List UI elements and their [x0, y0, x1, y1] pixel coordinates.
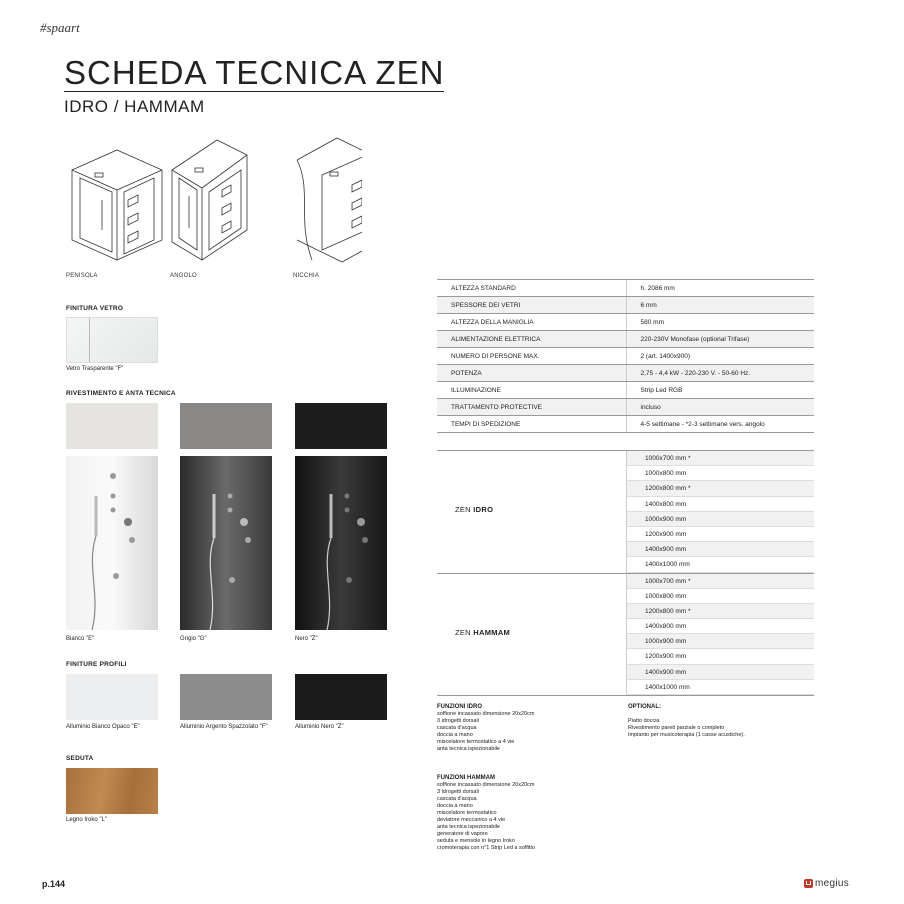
cladding-swatch-nero	[295, 403, 387, 449]
config-label-nicchia: NICCHIA	[293, 273, 320, 279]
profile-swatch-nero	[295, 674, 387, 720]
size-row: 1200x800 mm *	[627, 481, 814, 496]
spec-value: h. 2086 mm	[626, 280, 814, 297]
size-row: 1000x700 mm *	[627, 451, 814, 466]
size-row: 1400x900 mm	[627, 542, 814, 557]
optional-item: Rivestimento pareti parziale o completo	[628, 725, 725, 731]
funzioni_hammam-item: doccia a mano	[437, 803, 473, 809]
spec-value: Strip Led RGB	[626, 382, 814, 399]
size-group-label: IDRO	[473, 505, 494, 514]
spec-value: 580 mm	[626, 314, 814, 331]
seat-swatch	[66, 768, 158, 814]
size-group-idro	[437, 451, 814, 574]
spec-row	[437, 280, 814, 297]
size-row: 1200x800 mm *	[627, 604, 814, 619]
size-row: 1000x900 mm	[627, 634, 814, 649]
penisola-drawing	[72, 150, 162, 260]
configuration-drawings	[62, 130, 362, 270]
page-title: SCHEDA TECNICA ZEN	[64, 54, 445, 91]
size-group-name	[455, 628, 510, 637]
panel-photo-nero	[295, 456, 387, 630]
size-row: 1200x900 mm	[627, 527, 814, 542]
optional-heading: OPTIONAL:	[628, 704, 661, 710]
spec-row	[437, 382, 814, 399]
seat-label: Legno Iroko "L"	[66, 817, 107, 823]
spec-row	[437, 416, 814, 433]
page-number: p.144	[42, 879, 66, 889]
spec-row	[437, 348, 814, 365]
megius-logo	[804, 878, 849, 889]
funzioni_idro-item: 3 idrogetti dorsali	[437, 718, 479, 724]
size-group-label: HAMMAM	[473, 627, 511, 637]
panel-photos	[66, 456, 388, 630]
spec-key: POTENZA	[437, 365, 626, 382]
optional-item: Impianto per musicoterapia (1 casse acustiche).	[628, 732, 745, 738]
size-row: 1000x800 mm	[627, 466, 814, 481]
size-group-prefix: ZEN	[455, 627, 474, 637]
profile-label-argento: Alluminio Argento Spazzolato "F"	[180, 724, 268, 730]
cladding-heading: RIVESTIMENTO E ANTA TECNICA	[66, 390, 176, 397]
optional-item: Piatto doccia	[628, 718, 660, 724]
size-row: 1400x800 mm	[627, 497, 814, 512]
funzioni_hammam-item: cascata d'acqua	[437, 796, 477, 802]
nicchia-drawing	[297, 138, 362, 262]
size-group-prefix: ZEN	[455, 505, 474, 514]
size-row: 1200x900 mm	[627, 649, 814, 664]
spacer	[628, 711, 818, 718]
cladding-swatch-grigio	[180, 403, 272, 449]
seat-heading: SEDUTA	[66, 755, 94, 762]
size-row: 1000x800 mm	[627, 589, 814, 604]
size-row: 1400x800 mm	[627, 619, 814, 634]
spec-key: TRATTAMENTO PROTECTIVE	[437, 399, 626, 416]
funzioni_hammam-item: 3 idrogetti dorsali	[437, 789, 479, 795]
funzioni_idro-item: soffione incassato dimensione 20x20cm	[437, 711, 535, 717]
funzioni_idro-item: miscelatore termostatico a 4 vie	[437, 739, 515, 745]
cladding-label-grigio: Grigio "G"	[180, 636, 207, 642]
megius-logo-text: megius	[815, 878, 850, 889]
spec-row	[437, 365, 814, 382]
funzioni_hammam-item: generatore di vapore	[437, 831, 488, 837]
funzioni_hammam-item: cromoterapia con n°1 Strip Led a soffitto	[437, 845, 536, 851]
funzioni_hammam-item: seduta e mensole in legno Iroko	[437, 838, 515, 844]
funzioni-hammam-block	[437, 775, 617, 852]
brand-tag: #spaart	[40, 20, 80, 35]
funzioni-idro-block	[437, 704, 617, 753]
specs-table	[437, 279, 814, 433]
spec-row	[437, 297, 814, 314]
size-row: 1000x700 mm *	[627, 574, 814, 589]
profiles-heading: FINITURE PROFILI	[66, 661, 127, 668]
page-subtitle: IDRO / HAMMAM	[64, 97, 205, 116]
optional-block	[628, 704, 818, 739]
glass-finish-heading: FINITURA VETRO	[66, 305, 124, 312]
size-row: 1400x1000 mm	[627, 680, 814, 695]
spec-key: ALTEZZA STANDARD	[437, 280, 626, 297]
profile-swatch-argento	[180, 674, 272, 720]
size-row: 1400x1000 mm	[627, 557, 814, 572]
funzioni_idro-item: cascata d'acqua	[437, 725, 477, 731]
funzioni_idro-item: anta tecnica ispezionabile	[437, 746, 500, 752]
panel-photo-bianco	[66, 456, 158, 630]
cladding-swatch-bianco	[66, 403, 158, 449]
size-row: 1000x900 mm	[627, 512, 814, 527]
spec-key: ALIMENTAZIONE ELETTRICA	[437, 331, 626, 348]
profile-swatch-bianco	[66, 674, 158, 720]
cladding-label-nero: Nero "Z"	[295, 636, 318, 642]
spec-value: 2,75 - 4,4 kW - 220-230 V. - 50-60 Hz.	[626, 365, 814, 382]
spec-value: 220-230V Monofase (optional Trifase)	[626, 331, 814, 348]
config-label-angolo: ANGOLO	[170, 273, 197, 279]
spec-key: SPESSORE DEI VETRI	[437, 297, 626, 314]
spec-value: 4-5 settimane - *2-3 settimane vers. angolo	[626, 416, 814, 433]
spec-key: NUMERO DI PERSONE MAX.	[437, 348, 626, 365]
funzioni_hammam-heading: FUNZIONI HAMMAM	[437, 775, 495, 781]
funzioni_hammam-item: soffione incassato dimensione 20x20cm	[437, 782, 535, 788]
profile-label-nero: Alluminio Nero "Z"	[295, 724, 344, 730]
panel-photo-grigio	[180, 456, 272, 630]
spec-key: TEMPI DI SPEDIZIONE	[437, 416, 626, 433]
size-row: 1400x900 mm	[627, 665, 814, 680]
sizes-table	[437, 450, 814, 696]
spec-value: 2 (art. 1400x900)	[626, 348, 814, 365]
profile-label-bianco: Alluminio Bianco Opaco "E"	[66, 724, 140, 730]
funzioni_hammam-item: deviatore meccanico a 4 vie	[437, 817, 506, 823]
spec-row	[437, 331, 814, 348]
funzioni_idro-heading: FUNZIONI IDRO	[437, 704, 482, 710]
megius-logo-icon	[804, 879, 813, 888]
funzioni_hammam-item: anta tecnica ispezionabile	[437, 824, 500, 830]
glass-swatch	[66, 317, 158, 363]
angolo-drawing	[172, 140, 247, 260]
spec-key: ILLUMINAZIONE	[437, 382, 626, 399]
cladding-label-bianco: Bianco "E"	[66, 636, 95, 642]
glass-swatch-label: Vetro Trasparente "F"	[66, 366, 124, 372]
spec-key: ALTEZZA DELLA MANIGLIA	[437, 314, 626, 331]
spec-row	[437, 314, 814, 331]
size-group-hammam	[437, 574, 814, 697]
funzioni_idro-item: doccia a mano	[437, 732, 473, 738]
spec-value: 6 mm	[626, 297, 814, 314]
config-label-penisola: PENISOLA	[66, 273, 98, 279]
funzioni_hammam-item: miscelatore termostatico	[437, 810, 497, 816]
size-group-name	[455, 505, 493, 514]
spec-value: incluso	[626, 399, 814, 416]
spec-row	[437, 399, 814, 416]
